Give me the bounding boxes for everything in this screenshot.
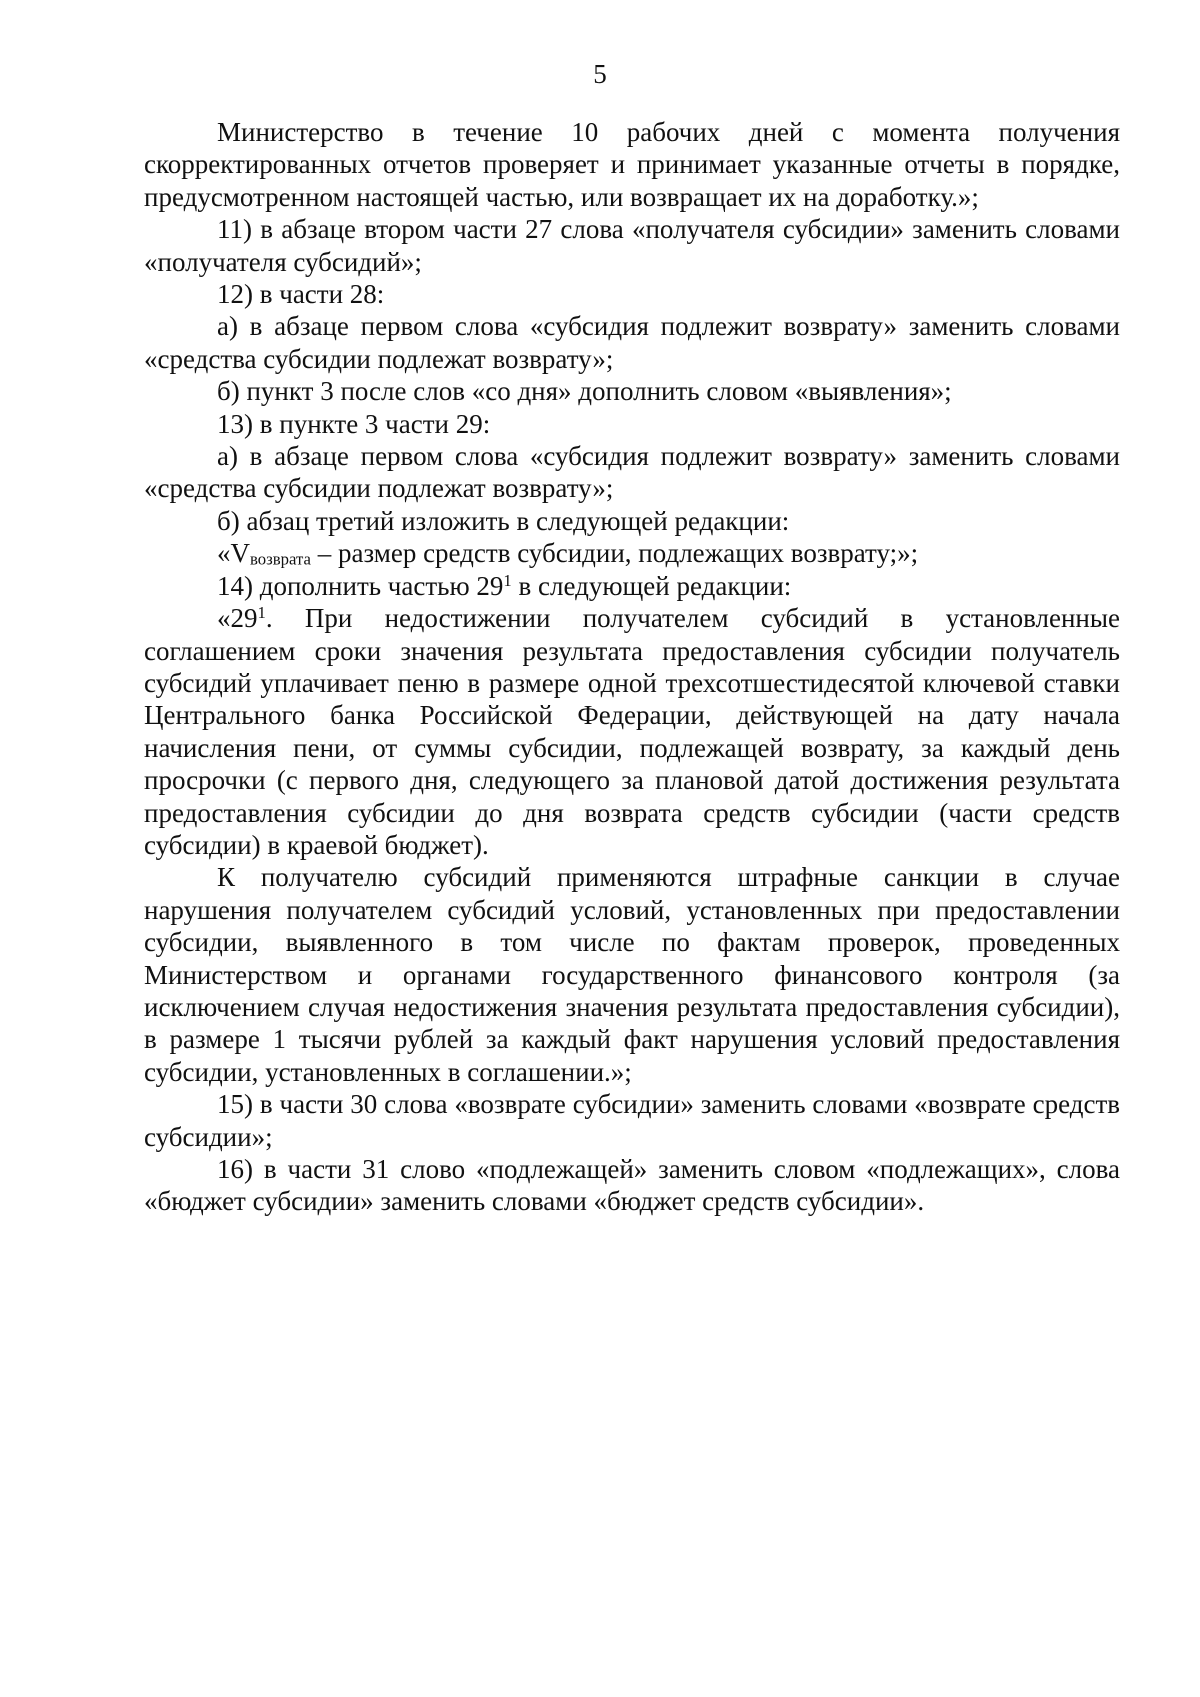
paragraph-item-14: [144, 570, 1120, 602]
paragraph-item-13b: б) абзац третий изложить в следующей редакции:: [217, 505, 790, 536]
paragraph-item-12: 12) в части 28:: [217, 279, 385, 310]
paragraph-item-13a: а) в абзаце первом слова «субсидия подлежит возврату» заменить словами «средства субсидии подлежат возврату»;: [144, 441, 1120, 504]
part-29-1-prefix: «29: [217, 603, 258, 634]
paragraph-ministry-review: Министерство в течение 10 рабочих дней с момента получения скорректированных отчетов проверяет и принимает указанные отчеты в порядке, предусмотренном настоящей частью, или возвращает их на доработку.»;: [144, 117, 1120, 212]
page-number: 5: [593, 59, 607, 89]
item-14-prefix: 14) дополнить частью 29: [217, 570, 504, 601]
paragraph-item-15: 15) в части 30 слова «возврате субсидии» заменить словами «возврате средств субсидии»;: [144, 1089, 1120, 1152]
paragraph-formula-definition: [144, 537, 1120, 569]
part-29-1-text: . При недостижении получателем субсидий в установленные соглашением сроки значения результата предоставления субсидии получатель субсидий уплачивает пеню в размере одной трехсотшестидесятой ключевой ставки Центрального банка Российской Федерации, действующей на дату начала начисления пени, от суммы субсидии, подлежащей возврату, за каждый день просрочки (с первого дня, следующего за плановой датой достижения результата предоставления субсидии до дня возврата средств субсидии (части средств субсидии) в краевой бюджет).: [144, 603, 1120, 860]
formula-prefix: «V: [217, 538, 250, 569]
paragraph-penalty-sanctions: К получателю субсидий применяются штрафные санкции в случае нарушения получателем субсидий условий, установленных при предоставлении субсидии, выявленного в том числе по фактам проверок, проведенных Министерством и органами государственного финансового контроля (за исключением случая недостижения значения результата предоставления субсидии), в размере 1 тысячи рублей за каждый факт нарушения условий предоставления субсидии, установленных в соглашении.»;: [144, 862, 1120, 1087]
document-body: [144, 116, 1120, 1218]
paragraph-part-29-1: [144, 602, 1120, 861]
paragraph-item-11: 11) в абзаце втором части 27 слова «получателя субсидии» заменить словами «получателя субсидий»;: [144, 214, 1120, 277]
paragraph-item-12a: а) в абзаце первом слова «субсидия подлежит возврату» заменить словами «средства субсидии подлежат возврату»;: [144, 311, 1120, 374]
item-14-suffix: в следующей редакции:: [511, 570, 792, 601]
formula-suffix: – размер средств субсидии, подлежащих возврату;»;: [310, 538, 919, 569]
item-14-superscript: 1: [503, 570, 512, 590]
paragraph-item-16: 16) в части 31 слово «подлежащей» заменить словом «подлежащих», слова «бюджет субсидии» заменить словами «бюджет средств субсидии».: [144, 1154, 1120, 1217]
paragraph-item-13: 13) в пункте 3 части 29:: [217, 408, 491, 439]
paragraph-item-12b: б) пункт 3 после слов «со дня» дополнить словом «выявления»;: [217, 376, 952, 407]
part-29-1-superscript: 1: [257, 602, 266, 622]
formula-subscript: возврата: [250, 549, 311, 569]
